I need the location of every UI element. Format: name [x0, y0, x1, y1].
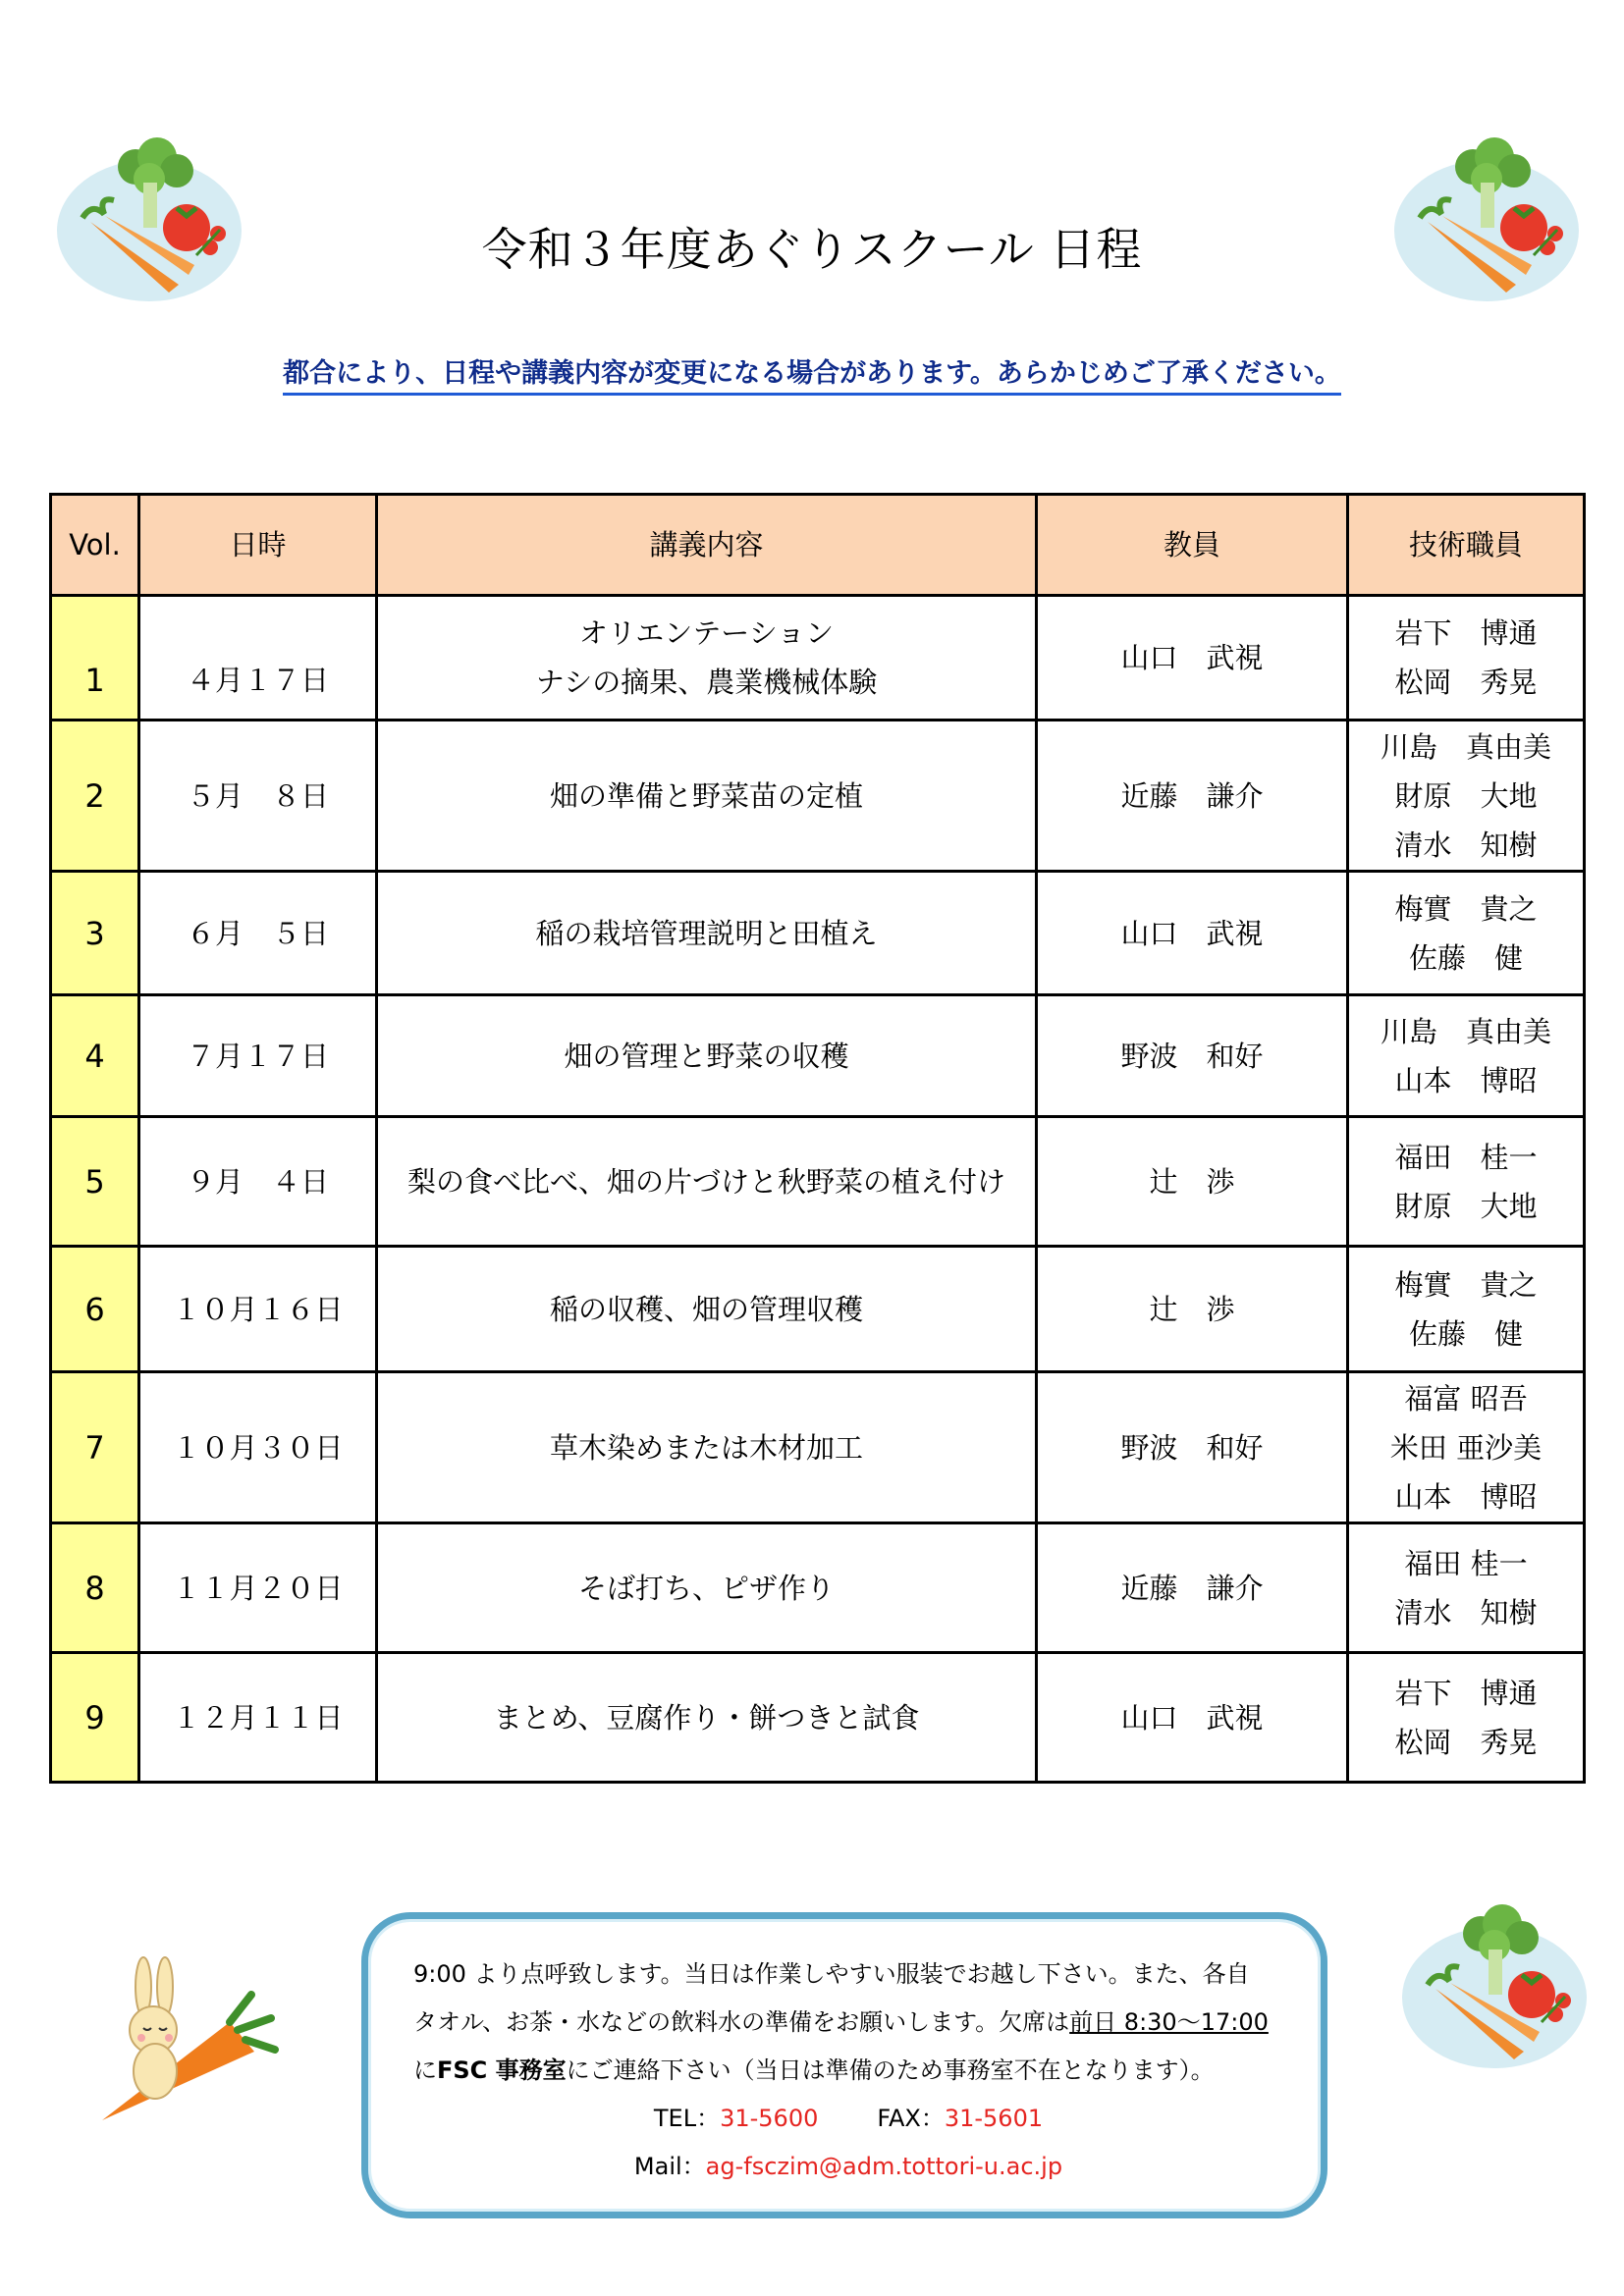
fsc-office: FSC 事務室	[437, 2056, 567, 2084]
teacher-cell: 山口 武視	[1037, 872, 1348, 995]
contact-phone-line	[413, 2095, 1283, 2143]
mail-address-link[interactable]: ag-fsczim@adm.tottori-u.ac.jp	[705, 2153, 1063, 2180]
staff-cell	[1348, 596, 1585, 721]
tel-number[interactable]: 31-5600	[720, 2105, 819, 2132]
header-staff: 技術職員	[1348, 495, 1585, 596]
staff-name: 米田 亜沙美	[1389, 1430, 1543, 1465]
teacher-cell: 山口 武視	[1037, 596, 1348, 721]
table-row	[51, 995, 1585, 1117]
vol-cell: 4	[51, 995, 139, 1117]
vol-cell: 9	[51, 1653, 139, 1783]
staff-name: 松岡 秀晃	[1394, 1725, 1538, 1759]
content-cell: 稲の収穫、畑の管理収穫	[377, 1247, 1037, 1372]
teacher-cell: 野波 和好	[1037, 995, 1348, 1117]
table-row	[51, 1117, 1585, 1247]
staff-name: 財原 大地	[1394, 1189, 1538, 1223]
date-cell: ９月 ４日	[139, 1117, 377, 1247]
staff-name: 梅實 貴之	[1394, 891, 1538, 926]
info-text: にご連絡下さい（当日は準備のため事務室不在となります）。	[566, 2056, 1215, 2084]
table-row	[51, 721, 1585, 872]
staff-name: 清水 知樹	[1394, 828, 1538, 862]
date-cell: ５月 ８日	[139, 721, 377, 872]
date-cell: ７月１７日	[139, 995, 377, 1117]
info-text: タオル、お茶・水などの飲料水の準備をお願いします。欠席は	[413, 2008, 1070, 2036]
content-cell: 畑の準備と野菜苗の定植	[377, 721, 1037, 872]
content-cell	[377, 596, 1037, 721]
date-cell: ４月１７日	[139, 596, 377, 721]
content-cell: まとめ、豆腐作り・餅つきと試食	[377, 1653, 1037, 1783]
info-line-1: 9:00 より点呼致します。当日は作業しやすい服装でお越し下さい。また、各自	[413, 1960, 1250, 1988]
info-line-3	[413, 2047, 1283, 2095]
header-content: 講義内容	[377, 495, 1037, 596]
staff-cell	[1348, 1523, 1585, 1653]
teacher-cell: 辻 渉	[1037, 1117, 1348, 1247]
vol-cell: 3	[51, 872, 139, 995]
staff-cell	[1348, 721, 1585, 872]
staff-name: 福富 昭吾	[1404, 1381, 1528, 1415]
staff-name: 佐藤 健	[1408, 1316, 1523, 1351]
vol-cell: 7	[51, 1372, 139, 1523]
schedule-table	[49, 493, 1586, 1784]
staff-name: 佐藤 健	[1408, 940, 1523, 975]
fax-number[interactable]: 31-5601	[944, 2105, 1044, 2132]
date-cell: ６月 ５日	[139, 872, 377, 995]
staff-cell	[1348, 1247, 1585, 1372]
vol-cell: 2	[51, 721, 139, 872]
table-header-row	[51, 495, 1585, 596]
schedule-change-notice: 都合により、日程や講義内容が変更になる場合があります。あらかじめご了承ください。	[283, 358, 1341, 396]
staff-name: 川島 真由美	[1380, 1014, 1551, 1048]
staff-name: 清水 知樹	[1394, 1595, 1538, 1629]
staff-cell	[1348, 995, 1585, 1117]
content-cell: 草木染めまたは木材加工	[377, 1372, 1037, 1523]
tel-label: TEL：	[653, 2105, 721, 2132]
date-cell: １０月１６日	[139, 1247, 377, 1372]
table-row	[51, 872, 1585, 995]
table-row	[51, 1247, 1585, 1372]
table-row	[51, 1372, 1585, 1523]
mail-label: Mail：	[633, 2153, 706, 2180]
content-line: ナシの摘果、農業機械体験	[535, 666, 878, 699]
staff-name: 福田 桂一	[1404, 1546, 1528, 1580]
staff-cell	[1348, 1372, 1585, 1523]
staff-cell	[1348, 1117, 1585, 1247]
table-row	[51, 1653, 1585, 1783]
staff-name: 川島 真由美	[1380, 729, 1551, 764]
content-cell: 梨の食べ比べ、畑の片づけと秋野菜の植え付け	[377, 1117, 1037, 1247]
contact-mail-line	[413, 2143, 1283, 2191]
date-cell: １１月２０日	[139, 1523, 377, 1653]
rabbit-carrot-illustration	[82, 1953, 289, 2130]
vol-cell: 1	[51, 596, 139, 721]
absence-contact-hours: 前日 8:30〜17:00	[1069, 2008, 1269, 2036]
staff-name: 財原 大地	[1394, 778, 1538, 813]
staff-name: 松岡 秀晃	[1394, 666, 1538, 699]
vol-cell: 6	[51, 1247, 139, 1372]
content-cell: 稲の栽培管理説明と田植え	[377, 872, 1037, 995]
header-teacher: 教員	[1037, 495, 1348, 596]
info-line-2	[413, 1999, 1283, 2047]
vol-cell: 8	[51, 1523, 139, 1653]
date-cell: １０月３０日	[139, 1372, 377, 1523]
teacher-cell: 山口 武視	[1037, 1653, 1348, 1783]
table-row	[51, 596, 1585, 721]
info-text: に	[413, 2056, 437, 2084]
staff-name: 梅實 貴之	[1394, 1267, 1538, 1302]
fax-label: FAX：	[877, 2105, 945, 2132]
vegetables-illustration-bottom-right	[1396, 1895, 1593, 2081]
header-vol: Vol.	[51, 495, 139, 596]
staff-name: 山本 博昭	[1394, 1479, 1538, 1514]
header-date: 日時	[139, 495, 377, 596]
staff-name: 福田 桂一	[1394, 1140, 1538, 1174]
staff-name: 岩下 博通	[1394, 1676, 1538, 1710]
teacher-cell: 近藤 謙介	[1037, 1523, 1348, 1653]
page-title: 令和３年度あぐりスクール 日程	[481, 223, 1143, 276]
teacher-cell: 野波 和好	[1037, 1372, 1348, 1523]
staff-cell	[1348, 1653, 1585, 1783]
staff-name: 山本 博昭	[1394, 1063, 1538, 1097]
vol-cell: 5	[51, 1117, 139, 1247]
content-cell: そば打ち、ピザ作り	[377, 1523, 1037, 1653]
info-box	[361, 1912, 1327, 2218]
staff-cell	[1348, 872, 1585, 995]
date-cell: １２月１１日	[139, 1653, 377, 1783]
content-cell: 畑の管理と野菜の収穫	[377, 995, 1037, 1117]
content-line: オリエンテーション	[578, 616, 835, 650]
staff-name: 岩下 博通	[1394, 616, 1538, 650]
teacher-cell: 辻 渉	[1037, 1247, 1348, 1372]
teacher-cell: 近藤 謙介	[1037, 721, 1348, 872]
table-row	[51, 1523, 1585, 1653]
